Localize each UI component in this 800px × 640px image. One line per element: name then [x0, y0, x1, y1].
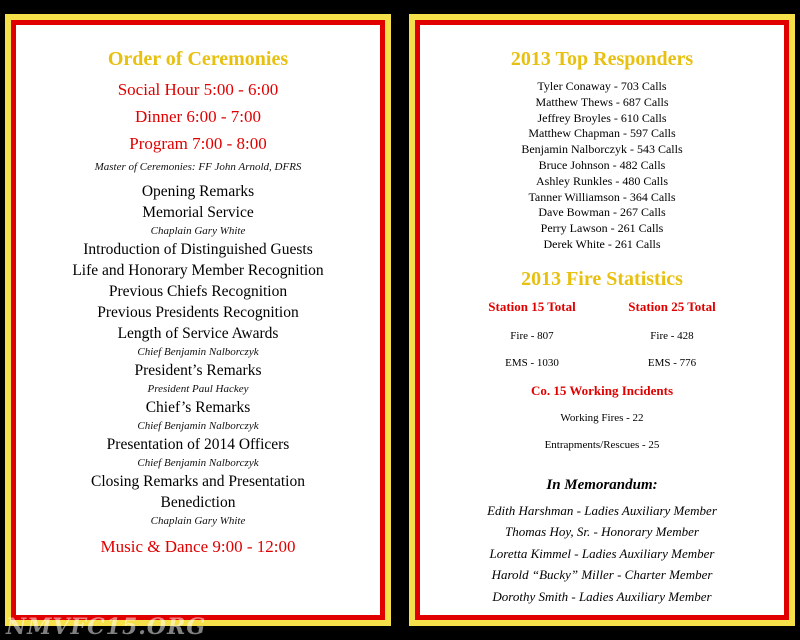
statistics-card	[415, 20, 789, 620]
program-item-presenter: Chief Benjamin Nalborczyk	[137, 346, 259, 358]
responder-entry: Ashley Runkles - 480 Calls	[536, 173, 668, 188]
order-of-ceremonies-card	[11, 20, 385, 620]
responder-entry: Matthew Thews - 687 Calls	[535, 94, 669, 109]
program-item: Closing Remarks and Presentation	[91, 473, 305, 490]
responder-entry: Bruce Johnson - 482 Calls	[538, 157, 666, 172]
program-item: Memorial Service	[142, 204, 254, 221]
order-of-ceremonies-panel	[5, 14, 391, 626]
program-item: Length of Service Awards	[117, 325, 279, 342]
order-of-ceremonies-content	[16, 47, 380, 563]
responder-entry: Matthew Chapman - 597 Calls	[528, 126, 676, 141]
program-item: Chief’s Remarks	[145, 399, 251, 416]
station-25-column	[617, 299, 727, 383]
program-item: Previous Chiefs Recognition	[108, 283, 288, 300]
program-item: Opening Remarks	[141, 183, 255, 200]
memorandum-entry: Loretta Kimmel - Ladies Auxiliary Member	[489, 545, 715, 561]
program-item: President’s Remarks	[134, 362, 262, 379]
statistics-content	[420, 47, 784, 607]
station-stats	[420, 299, 784, 383]
responder-entry: Perry Lawson - 261 Calls	[540, 221, 664, 236]
schedule-dinner: Dinner 6:00 - 7:00	[134, 107, 262, 126]
responder-entry: Tanner Williamson - 364 Calls	[528, 189, 676, 204]
program-item: Benediction	[160, 494, 236, 511]
memorandum-entry: Edith Harshman - Ladies Auxiliary Member	[487, 502, 717, 518]
program-item: Life and Honorary Member Recognition	[72, 262, 324, 279]
music-dance: Music & Dance 9:00 - 12:00	[100, 537, 296, 556]
memorandum-entry: Harold “Bucky” Miller - Charter Member	[491, 567, 713, 583]
program-item-presenter: President Paul Hackey	[147, 383, 249, 395]
station-25-fire: Fire - 428	[650, 329, 694, 342]
memorandum-title: In Memorandum:	[546, 476, 658, 493]
schedule-social-hour: Social Hour 5:00 - 6:00	[117, 80, 279, 99]
order-of-ceremonies-title: Order of Ceremonies	[107, 48, 289, 70]
station-25-heading: Station 25 Total	[628, 298, 716, 314]
schedule-program: Program 7:00 - 8:00	[129, 134, 267, 153]
program-list	[16, 182, 380, 528]
station-15-fire: Fire - 807	[510, 329, 554, 342]
responder-entry: Jeffrey Broyles - 610 Calls	[537, 110, 667, 125]
working-fires: Working Fires - 22	[560, 411, 644, 424]
top-responders-title: 2013 Top Responders	[510, 48, 694, 70]
memorandum-list	[420, 500, 784, 608]
responder-entry: Benjamin Nalborczyk - 543 Calls	[521, 142, 683, 157]
program-item: Previous Presidents Recognition	[97, 304, 299, 321]
station-15-heading: Station 15 Total	[488, 298, 576, 314]
program-item: Presentation of 2014 Officers	[106, 436, 290, 453]
responder-entry: Dave Bowman - 267 Calls	[538, 205, 666, 220]
working-incidents-heading: Co. 15 Working Incidents	[530, 382, 674, 398]
entrapments-rescues: Entrapments/Rescues - 25	[544, 438, 660, 451]
program-item-presenter: Chaplain Gary White	[150, 225, 246, 237]
master-of-ceremonies: Master of Ceremonies: FF John Arnold, DFRS	[94, 161, 302, 173]
program-item-presenter: Chief Benjamin Nalborczyk	[137, 457, 259, 469]
responder-entry: Tyler Conaway - 703 Calls	[537, 79, 667, 93]
responders-list	[420, 79, 784, 253]
watermark: NMVFC15.ORG	[6, 614, 207, 640]
memorandum-entry: Thomas Hoy, Sr. - Honorary Member	[505, 524, 699, 540]
responder-entry: Derek White - 261 Calls	[543, 236, 661, 251]
station-25-ems: EMS - 776	[647, 356, 697, 369]
program-item-presenter: Chief Benjamin Nalborczyk	[137, 420, 259, 432]
program-item-presenter: Chaplain Gary White	[150, 515, 246, 527]
fire-statistics-title: 2013 Fire Statistics	[521, 267, 683, 290]
statistics-panel	[409, 14, 795, 626]
memorandum-entry: Dorothy Smith - Ladies Auxiliary Member	[492, 588, 712, 604]
program-item: Introduction of Distinguished Guests	[83, 241, 313, 258]
station-15-ems: EMS - 1030	[505, 356, 559, 369]
station-15-column	[477, 299, 587, 383]
